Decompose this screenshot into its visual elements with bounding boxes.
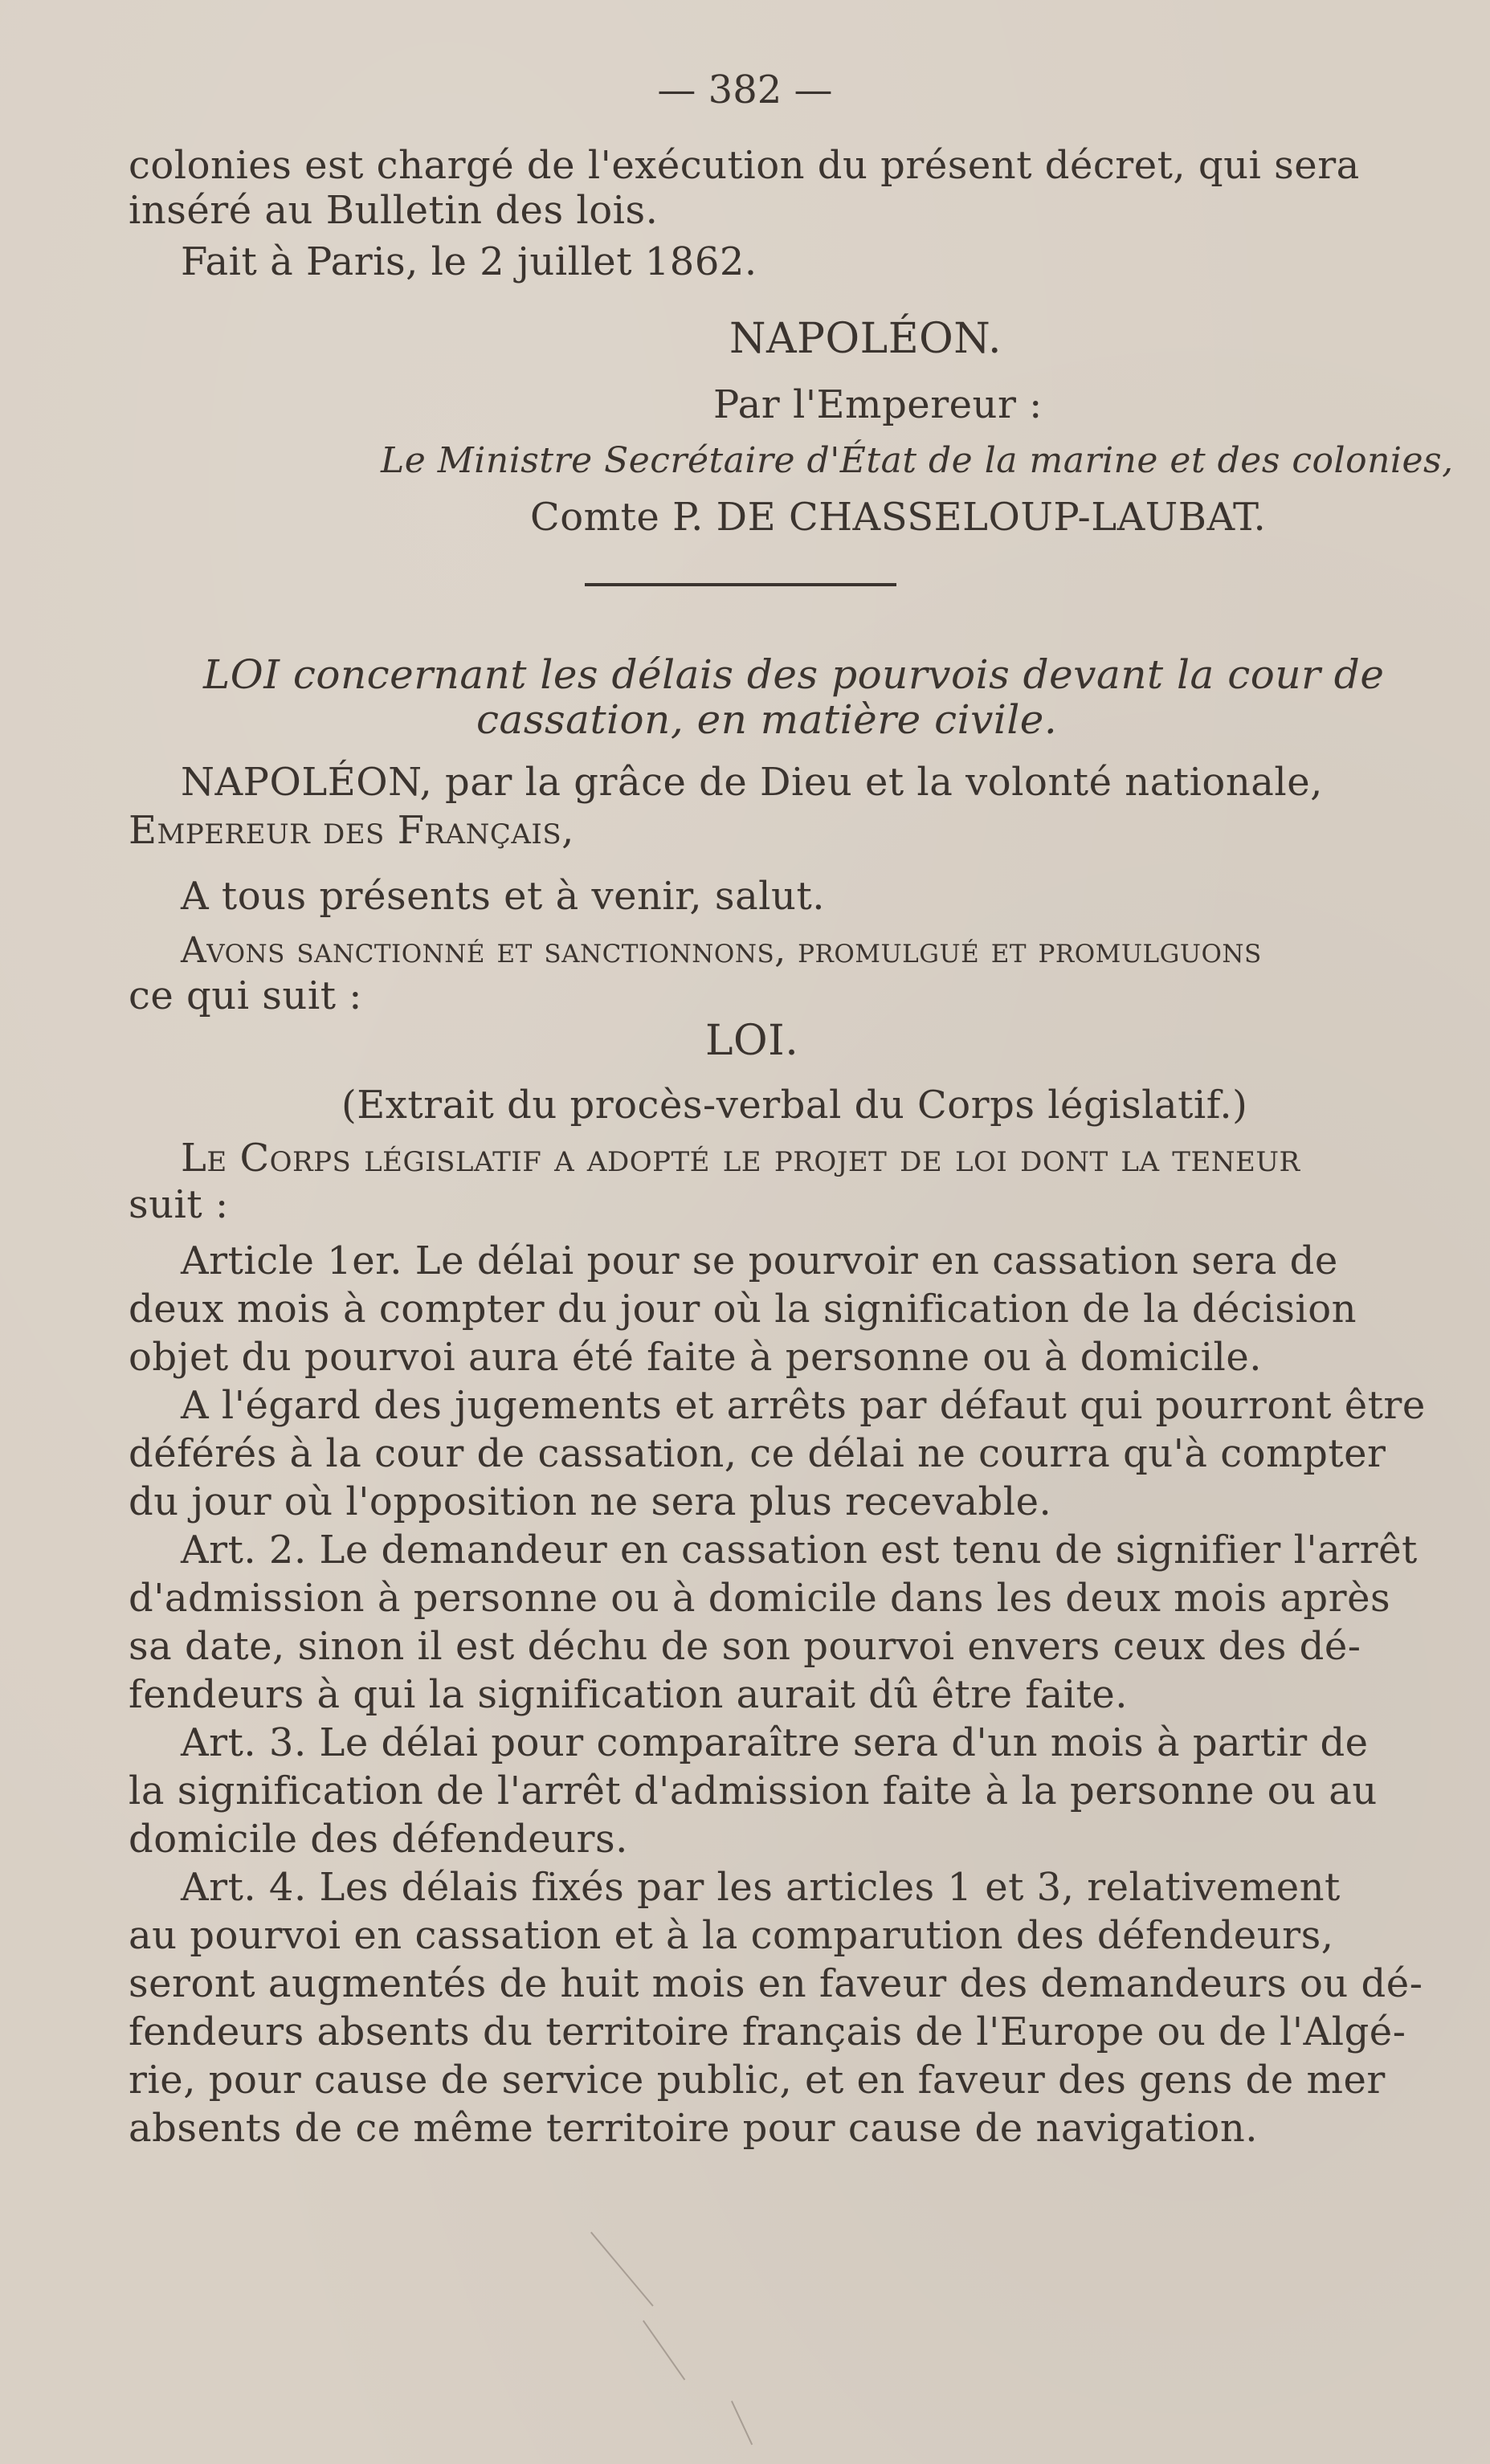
article-line: déférés à la cour de cassation, ce délai ne courra qu'à compter [129, 1431, 1386, 1476]
article-line: seront augmentés de huit mois en faveur des demandeurs ou dé- [129, 1961, 1423, 2006]
enactment-line: ce qui suit : [129, 973, 362, 1018]
paper-mark [731, 2401, 753, 2445]
law-title-line: cassation, en matière civile. [476, 696, 1058, 743]
article-line: A l'égard des jugements et arrêts par défaut qui pourront être [181, 1383, 1426, 1428]
extract-note: (Extrait du procès-verbal du Corps législatif.) [341, 1083, 1248, 1128]
article-line: objet du pourvoi aura été faite à personne ou à domicile. [129, 1335, 1263, 1380]
section-divider [585, 583, 896, 586]
preamble-line: NAPOLÉON, par la grâce de Dieu et la volonté nationale, [181, 760, 1323, 805]
article-line: au pourvoi en cassation et à la comparution des défendeurs, [129, 1913, 1334, 1958]
paper-mark [643, 2320, 685, 2380]
article-line: domicile des défendeurs. [129, 1817, 628, 1862]
enactment-line: Avons sanctionné et sanctionnons, promulgué et promulguons [181, 930, 1262, 971]
decree-text-line: inséré au Bulletin des lois. [129, 188, 659, 233]
article-line: sa date, sinon il est déchu de son pourvoi envers ceux des dé- [129, 1624, 1361, 1669]
salutation: A tous présents et à venir, salut. [181, 874, 825, 919]
article-line: fendeurs absents du territoire français de l'Europe ou de l'Algé- [129, 2009, 1406, 2054]
adoption-line: Le Corps législatif a adopté le projet de loi dont la teneur [181, 1136, 1300, 1181]
article-line: d'admission à personne ou à domicile dans les deux mois après [129, 1576, 1391, 1621]
minister-title: Le Ministre Secrétaire d'État de la marine et des colonies, [381, 440, 1454, 481]
decree-date: Fait à Paris, le 2 juillet 1862. [181, 239, 757, 284]
by-emperor: Par l'Empereur : [713, 382, 1043, 427]
article-line: Art. 4. Les délais fixés par les articles 1 et 3, relativement [181, 1865, 1341, 1910]
article-line: Art. 3. Le délai pour comparaître sera d'un mois à partir de [181, 1720, 1369, 1765]
law-heading: LOI. [705, 1017, 799, 1065]
page-number: — 382 — [657, 67, 833, 112]
article-line: deux mois à compter du jour où la signification de la décision [129, 1287, 1357, 1332]
adoption-line: suit : [129, 1182, 229, 1227]
decree-text-line: colonies est chargé de l'exécution du présent décret, qui sera [129, 143, 1360, 188]
article-line: fendeurs à qui la signification aurait dû être faite. [129, 1672, 1129, 1717]
law-title-line: LOI concernant les délais des pourvois devant la cour de [203, 651, 1385, 698]
article-line: absents de ce même territoire pour cause de navigation. [129, 2106, 1258, 2151]
minister-name: Comte P. DE CHASSELOUP-LAUBAT. [530, 495, 1267, 540]
article-line: Art. 2. Le demandeur en cassation est tenu de signifier l'arrêt [181, 1528, 1418, 1573]
emperor-signature: NAPOLÉON. [729, 315, 1002, 363]
article-line: la signification de l'arrêt d'admission faite à la personne ou au [129, 1768, 1378, 1813]
article-line: Article 1er. Le délai pour se pourvoir en cassation sera de [181, 1238, 1338, 1283]
article-line: rie, pour cause de service public, et en faveur des gens de mer [129, 2058, 1386, 2103]
paper-mark [590, 2232, 654, 2307]
article-line: du jour où l'opposition ne sera plus recevable. [129, 1479, 1052, 1524]
preamble-line: Empereur des Français, [129, 808, 574, 853]
